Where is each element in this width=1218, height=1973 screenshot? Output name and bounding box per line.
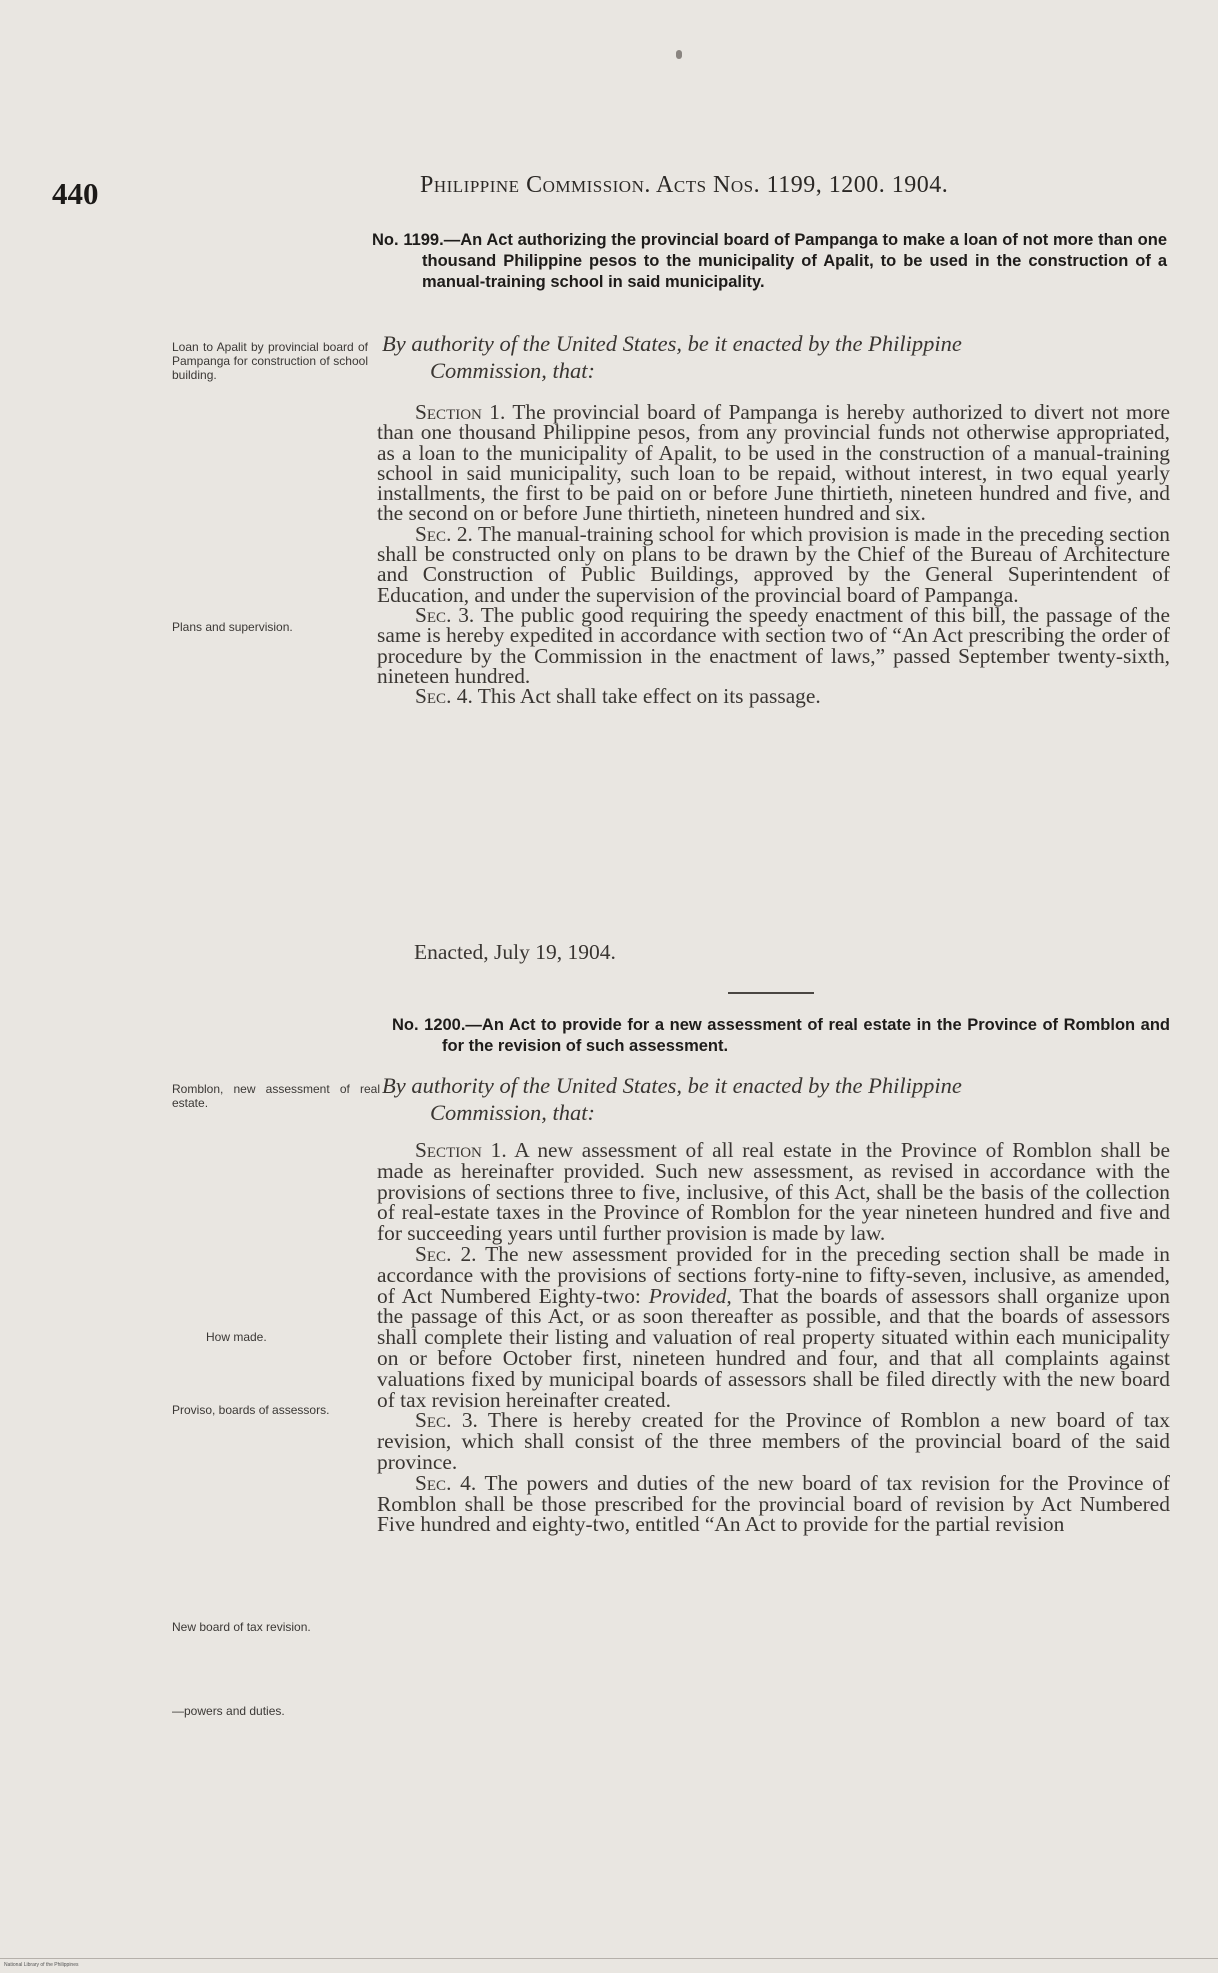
act-1200-section-3 xyxy=(377,1410,1170,1472)
margin-note-how-made: How made. xyxy=(206,1330,267,1344)
act-1199-body xyxy=(377,400,1171,709)
footer-rule xyxy=(0,1958,1218,1959)
section-label: Sec. 2. xyxy=(415,521,473,546)
proviso-word: Provided, xyxy=(648,1283,732,1308)
page-number: 440 xyxy=(52,176,99,211)
section-text: The powers and duties of the new board of tax revision for the Province of Romblon shall be those prescribed for the provincial board of revision by Act Numbered Five hundred and eighty-two, entitled “An Act to provide for the partial revision xyxy=(377,1470,1170,1537)
act-1199-section-2 xyxy=(377,521,1171,607)
act-1200-enacting-clause xyxy=(382,1072,1172,1126)
footer-credit: National Library of the Philippines xyxy=(4,1962,79,1968)
section-text: The provincial board of Pampanga is hereby authorized to divert not more than one thousand Philippine pesos, from any provincial funds not otherwise appropriated, as a loan to the municipality of Apalit, to be used in the construction of a manual-training school in said municipality, such loan to be repaid, without interest, in two equal yearly installments, the first to be paid on or before June thirtieth, nineteen hundred and five, and the second on or before June thirtieth, nineteen hundred and six. xyxy=(377,400,1170,526)
margin-note-loan: Loan to Apalit by provincial board of Pampanga for construction of school building. xyxy=(172,340,368,382)
act-1199-enacting-clause xyxy=(382,330,1172,384)
act-1200-section-4 xyxy=(377,1470,1170,1537)
section-label: Sec. 3. xyxy=(415,1408,478,1433)
act-1200-section-1 xyxy=(377,1140,1170,1244)
section-divider-rule xyxy=(728,992,814,994)
margin-note-new-board: New board of tax revision. xyxy=(172,1620,311,1634)
section-text: The public good requiring the speedy enactment of this bill, the passage of the same is hereby expedited in accordance with section two of “An Act prescribing the order of procedure by the Commission in the enactment of laws,” passed September twenty-sixth, nineteen hundred. xyxy=(377,602,1170,688)
section-label: Section 1. xyxy=(415,1138,507,1162)
act-1200-heading: No. 1200.—An Act to provide for a new assessment of real estate in the Province of Romblon and for the revision of such assessment. xyxy=(392,1016,1170,1055)
section-label: Sec. 4. xyxy=(415,684,473,709)
act-1200-section-2 xyxy=(377,1241,1170,1412)
section-text: This Act shall take effect on its passage. xyxy=(472,684,821,709)
act-1199-section-4 xyxy=(377,684,1170,709)
margin-note-romblon: Romblon, new assessment of real estate. xyxy=(172,1082,380,1110)
act-1199-enacted-date: Enacted, July 19, 1904. xyxy=(414,940,616,964)
scan-speck xyxy=(676,50,682,59)
act-1200-body xyxy=(377,1140,1170,1535)
section-label: Section 1. xyxy=(415,400,506,424)
section-text: A new assessment of all real estate in the Province of Romblon shall be made as hereinafter provided. Such new assessment, as revised in accordance with the provisions of sections three to five, inclusive, of this Act, shall be the basis of the collection of real-estate taxes in the Province of Romblon for the year nineteen hundred and five and for succeeding years until further provision is made by law. xyxy=(377,1138,1170,1246)
running-head: Philippine Commission. Acts Nos. 1199, 1200. 1904. xyxy=(420,172,949,198)
section-text: That the boards of assessors shall organize upon the passage of this Act, or as soon thereafter as possible, and that the boards of assessors shall complete their listing and valuation of real property situated within each municipality on or before October first, nineteen hundred and four, and that all complaints against valuations fixed by municipal boards of assessors shall be filed directly with the new board of tax revision hereinafter created. xyxy=(377,1283,1170,1412)
margin-note-powers: —powers and duties. xyxy=(172,1704,285,1718)
enacting-line-2: Commission, that: xyxy=(430,358,596,383)
margin-note-proviso: Proviso, boards of assessors. xyxy=(172,1403,330,1417)
act-1199-section-1 xyxy=(377,402,1170,524)
margin-note-plans: Plans and supervision. xyxy=(172,620,293,634)
enacting-line-1: By authority of the United States, be it enacted by the Philippine xyxy=(382,1073,962,1098)
section-text: There is hereby created for the Province of Romblon a new board of tax revision, which shall consist of the three members of the provincial board of the said province. xyxy=(377,1408,1170,1474)
section-label: Sec. 3. xyxy=(415,602,475,627)
enacting-line-2: Commission, that: xyxy=(430,1100,596,1125)
act-1199-heading: No. 1199.—An Act authorizing the provincial board of Pampanga to make a loan of not more than one thousand Philippine pesos to the municipality of Apalit, to be used in the construction of a manual-training school in said municipality. xyxy=(372,231,1167,291)
enacting-line-1: By authority of the United States, be it enacted by the Philippine xyxy=(382,331,962,356)
section-label: Sec. 2. xyxy=(415,1241,477,1266)
section-text: The manual-training school for which provision is made in the preceding section shall be constructed only on plans to be drawn by the Chief of the Bureau of Architecture and Construction of Public Buildings, approved by the General Superintendent of Education, and under the supervision of the provincial board of Pampanga. xyxy=(377,521,1171,607)
act-1199-section-3 xyxy=(377,602,1170,688)
section-label: Sec. 4. xyxy=(415,1470,477,1495)
section-text: The new assessment provided for in the preceding section shall be made in accordance with the provisions of sections forty-nine to fifty-seven, inclusive, as amended, of Act Numbered Eighty-two: xyxy=(377,1241,1170,1308)
